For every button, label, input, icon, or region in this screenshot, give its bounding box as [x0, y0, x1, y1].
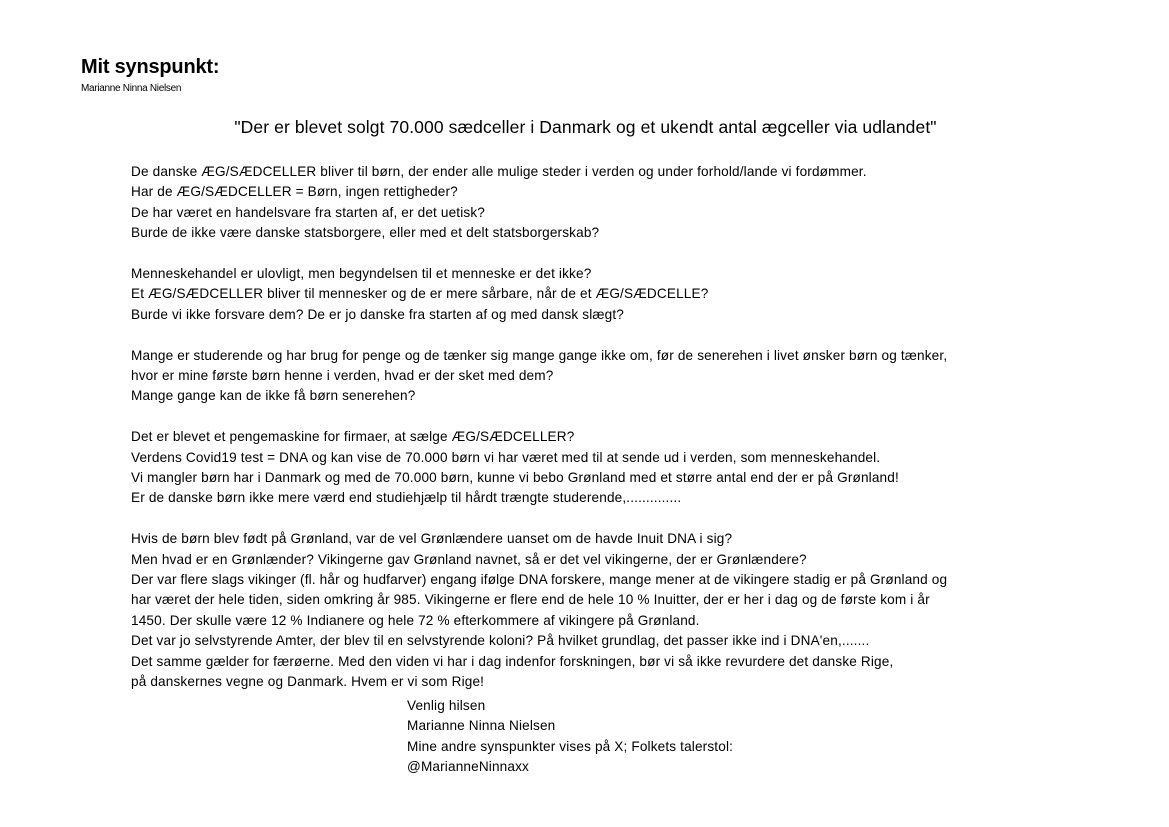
- body-text: [131, 162, 1061, 713]
- text-line: har været der hele tiden, siden omkring år 985. Vikingerne er flere end de hele 10 % Inuitter, der er her i dag og de første kom i år: [131, 592, 930, 608]
- closing-handle: @MarianneNinnaxx: [407, 759, 529, 775]
- closing-signature: [407, 696, 733, 778]
- text-line: Verdens Covid19 test = DNA og kan vise de 70.000 børn vi har været med til at sende ud i verden, som menneskehandel.: [131, 449, 881, 465]
- text-line: Men hvad er en Grønlænder? Vikingerne gav Grønland navnet, så er det vel vikingerne, der er Grønlændere?: [131, 551, 807, 567]
- text-line: Er de danske børn ikke mere værd end studiehjælp til hårdt trængte studerende,..............: [131, 490, 682, 506]
- paragraph-3: [131, 346, 1061, 407]
- closing-name: Marianne Ninna Nielsen: [407, 718, 556, 734]
- paragraph-2: [131, 264, 1061, 325]
- paragraph-1: [131, 162, 1061, 244]
- closing-greeting: Venlig hilsen: [407, 698, 486, 713]
- text-line: Det samme gælder for færøerne. Med den viden vi har i dag indenfor forskningen, bør vi så ikke revurdere det danske Rige,: [131, 653, 894, 669]
- text-line: 1450. Der skulle være 12 % Indianere og hele 72 % efterkommere af vikingere på Grønland.: [131, 612, 700, 628]
- text-line: Mange gange kan de ikke få børn senerehen?: [131, 388, 416, 404]
- text-line: Vi mangler børn har i Danmark og med de 70.000 børn, kunne vi bebo Grønland med et større antal end der er på Grønland!: [131, 470, 899, 486]
- text-line: Mange er studerende og har brug for penge og de tænker sig mange gange ikke om, før de senerehen i livet ønsker børn og tænker,: [131, 347, 948, 363]
- text-line: De danske ÆG/SÆDCELLER bliver til børn, der ender alle mulige steder i verden og under forhold/lande vi fordømmer.: [131, 164, 867, 179]
- page-title: Mit synspunkt:: [81, 56, 220, 78]
- text-line: Det var jo selvstyrende Amter, der blev til en selvstyrende koloni? På hvilket grundlag, det passer ikke ind i DNA'en,.......: [131, 633, 870, 649]
- text-line: Burde de ikke være danske statsborgere, eller med et delt statsborgerskab?: [131, 225, 600, 241]
- text-line: hvor er mine første børn henne i verden, hvad er der sket med dem?: [131, 368, 554, 384]
- text-line: Et ÆG/SÆDCELLER bliver til mennesker og de er mere sårbare, når de et ÆG/SÆDCELLE?: [131, 286, 709, 302]
- text-line: De har været en handelsvare fra starten af, er det uetisk?: [131, 204, 486, 220]
- paragraph-4: [131, 427, 1061, 509]
- text-line: Der var flere slags vikinger (fl. hår og hudfarver) engang ifølge DNA forskere, mange mener at de vikingere stadig er på Grønland og: [131, 572, 948, 588]
- text-line: på danskernes vegne og Danmark. Hvem er vi som Rige!: [131, 674, 485, 690]
- paragraph-5: [131, 529, 1061, 692]
- text-line: Burde vi ikke forsvare dem? De er jo danske fra starten af og med dansk slægt?: [131, 306, 625, 322]
- headline: "Der er blevet solgt 70.000 sædceller i Danmark og et ukendt antal ægceller via udlandet": [234, 117, 937, 137]
- closing-note: Mine andre synspunkter vises på X; Folkets talerstol:: [407, 738, 734, 754]
- text-line: Det er blevet et pengemaskine for firmaer, at sælge ÆG/SÆDCELLER?: [131, 429, 575, 445]
- text-line: Hvis de børn blev født på Grønland, var de vel Grønlændere uanset om de havde Inuit DNA i sig?: [131, 531, 733, 547]
- text-line: Har de ÆG/SÆDCELLER = Børn, ingen rettigheder?: [131, 184, 458, 200]
- text-line: Menneskehandel er ulovligt, men begyndelsen til et menneske er det ikke?: [131, 266, 592, 282]
- author-name: Marianne Ninna Nielsen: [81, 83, 182, 94]
